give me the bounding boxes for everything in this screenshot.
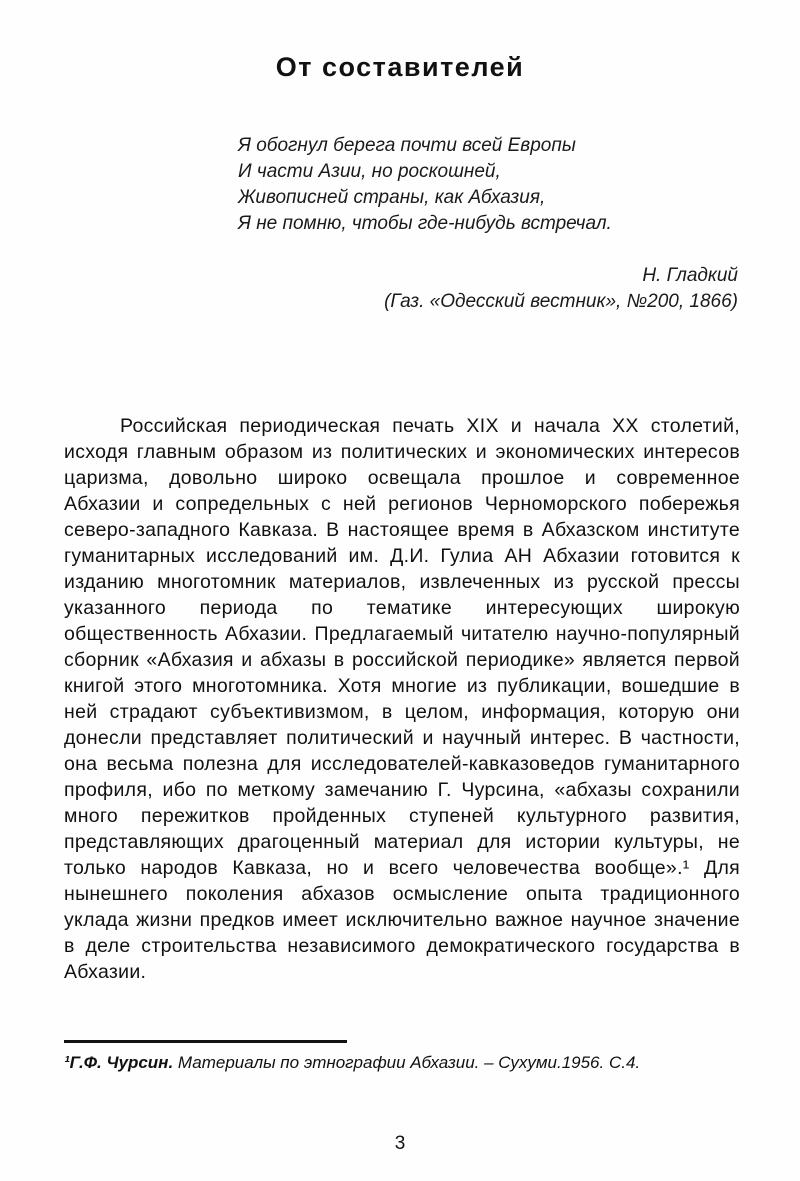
epigraph-line: И части Азии, но роскошней, (238, 161, 501, 182)
epigraph-source: (Газ. «Одесский вестник», №200, 1866) (384, 291, 738, 312)
epigraph-author: Н. Гладкий (642, 265, 738, 286)
page-title: От составителей (275, 52, 525, 82)
epigraph-line: Я не помню, чтобы где-нибудь встречал. (238, 213, 612, 234)
body-paragraph: Российская периодическая печать XIX и начала XX столетий, исходя главным образом из политических и экономических интересов царизма, довольно широко освещала прошлое и современное Абхазии и сопредельных с ней регионов Черноморского побережья северо-западного Кавказа. В настоящее время в Абхазском институте гуманитарных исследований им. Д.И. Гулиа АН Абхазии готовится к изданию многотомник материалов, извлеченных из русской прессы указанного периода по тематике интересующих широкую общественность Абхазии. Предлагаемый читателю научно-популярный сборник «Абхазия и абхазы в российской периодике» является первой книгой этого многотомника. Хотя многие из публикации, вошедшие в ней страдают субъективизмом, в целом, информация, которую они донесли представляет политический и научный интерес. В частности, она весьма полезна для исследователей-кавказоведов гуманитарного профиля, ибо по меткому замечанию Г. Чурсина, «абхазы сохранили много пережитков пройденных ступеней культурного развития, представляющих драгоценный материал для истории культуры, не только народов Кавказа, но и всего человечества вообще».¹ Для нынешнего поколения абхазов осмысление опыта традиционного уклада жизни предков имеет исключительно важное научное значение в деле строительства независимого демократического государства в Абхазии. (64, 415, 740, 983)
footnote-rule (64, 1040, 347, 1043)
epigraph-line: Живописней страны, как Абхазия, (238, 187, 546, 208)
epigraph-line: Я обогнул берега почти всей Европы (238, 135, 576, 156)
footnote-text (64, 1051, 740, 1074)
footnote (64, 1040, 740, 1074)
page-number: 3 (394, 1133, 406, 1154)
epigraph (238, 133, 740, 237)
footnote-author: ¹Г.Ф. Чурсин. (64, 1053, 174, 1072)
footnote-source: Материалы по этнографии Абхазии. – Сухуми.1956. С.4. (173, 1053, 641, 1072)
epigraph-attribution (0, 263, 738, 315)
